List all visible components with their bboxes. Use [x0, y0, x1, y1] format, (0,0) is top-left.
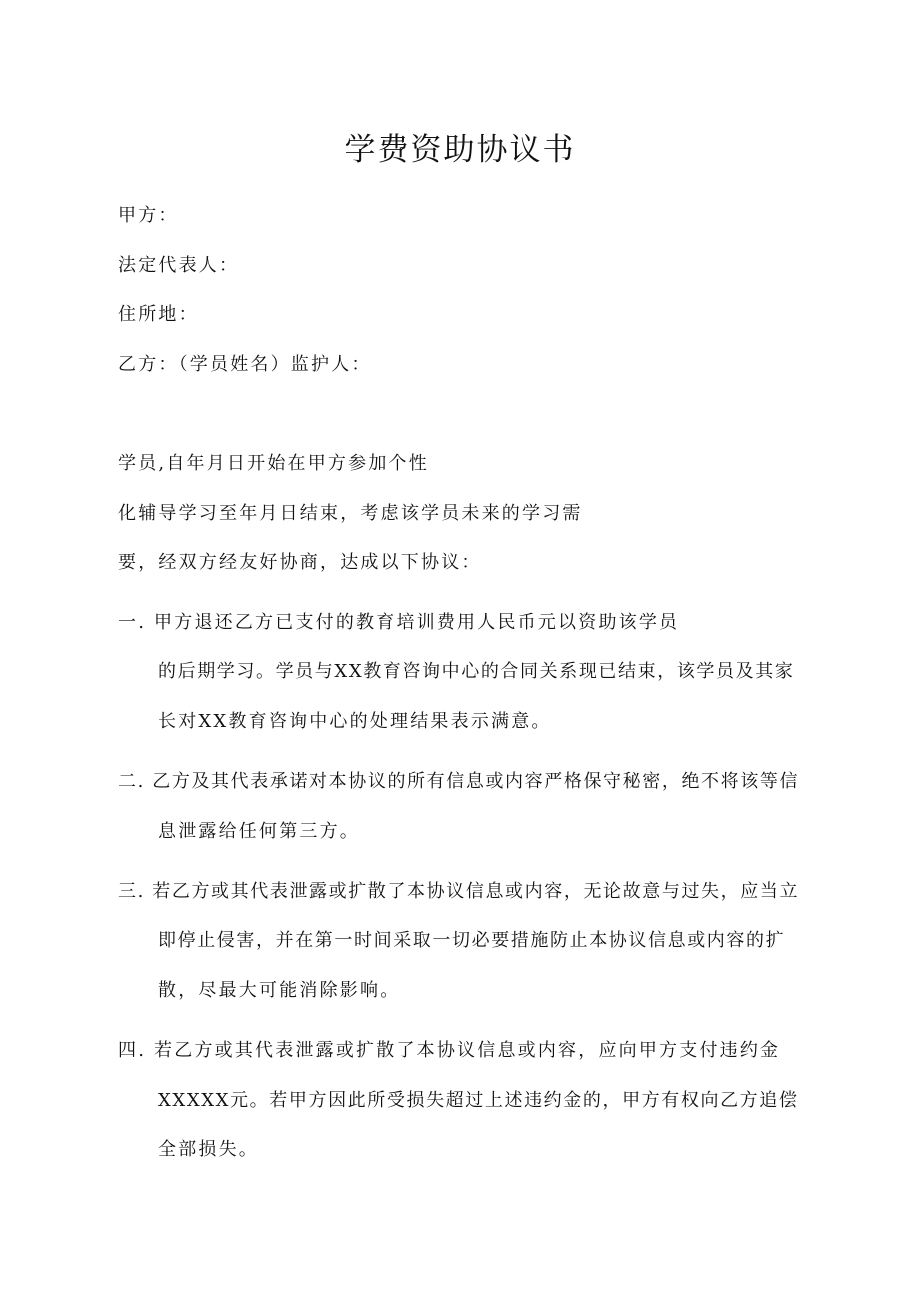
clause-3-line-3: 散，尽最大可能消除影响。: [158, 980, 401, 1001]
clause-1-line-3: 长对XX教育咨询中心的处理结果表示满意。: [158, 711, 552, 732]
address-label: 住所地：: [118, 304, 199, 325]
clause-1-line-2: 的后期学习。学员与XX教育咨询中心的合同关系现已结束，该学员及其家: [158, 661, 795, 682]
clause-3-line-1: 三. 若乙方或其代表泄露或扩散了本协议信息或内容，无论故意与过失，应当立: [118, 881, 800, 902]
party-a-label: 甲方：: [118, 205, 179, 226]
clause-4-line-2: XXXXX元。若甲方因此所受损失超过上述违约金的，甲方有权向乙方追偿: [158, 1090, 799, 1111]
party-b-label: 乙方：（学员姓名）监护人：: [118, 354, 372, 375]
clause-4-line-1: 四. 若乙方或其代表泄露或扩散了本协议信息或内容，应向甲方支付违约金: [118, 1040, 781, 1061]
intro-line-3: 要，经双方经友好协商，达成以下协议：: [118, 552, 482, 573]
legal-representative-label: 法定代表人：: [118, 255, 240, 276]
clause-2-line-1: 二. 乙方及其代表承诺对本协议的所有信息或内容严格保守秘密，绝不将该等信: [118, 771, 800, 792]
intro-line-2: 化辅导学习至年月日结束，考虑该学员未来的学习需: [118, 503, 583, 524]
clause-1-line-1: 一. 甲方退还乙方已支付的教育培训费用人民币元以资助该学员: [118, 612, 680, 633]
clause-2-line-2: 息泄露给任何第三方。: [158, 821, 360, 842]
clause-3-line-2: 即停止侵害，并在第一时间采取一切必要措施防止本协议信息或内容的扩: [158, 930, 786, 951]
intro-line-1: 学员,自年月日开始在甲方参加个性: [118, 453, 429, 474]
clause-4-line-3: 全部损失。: [158, 1139, 259, 1160]
document-title: 学费资助协议书: [344, 132, 576, 168]
